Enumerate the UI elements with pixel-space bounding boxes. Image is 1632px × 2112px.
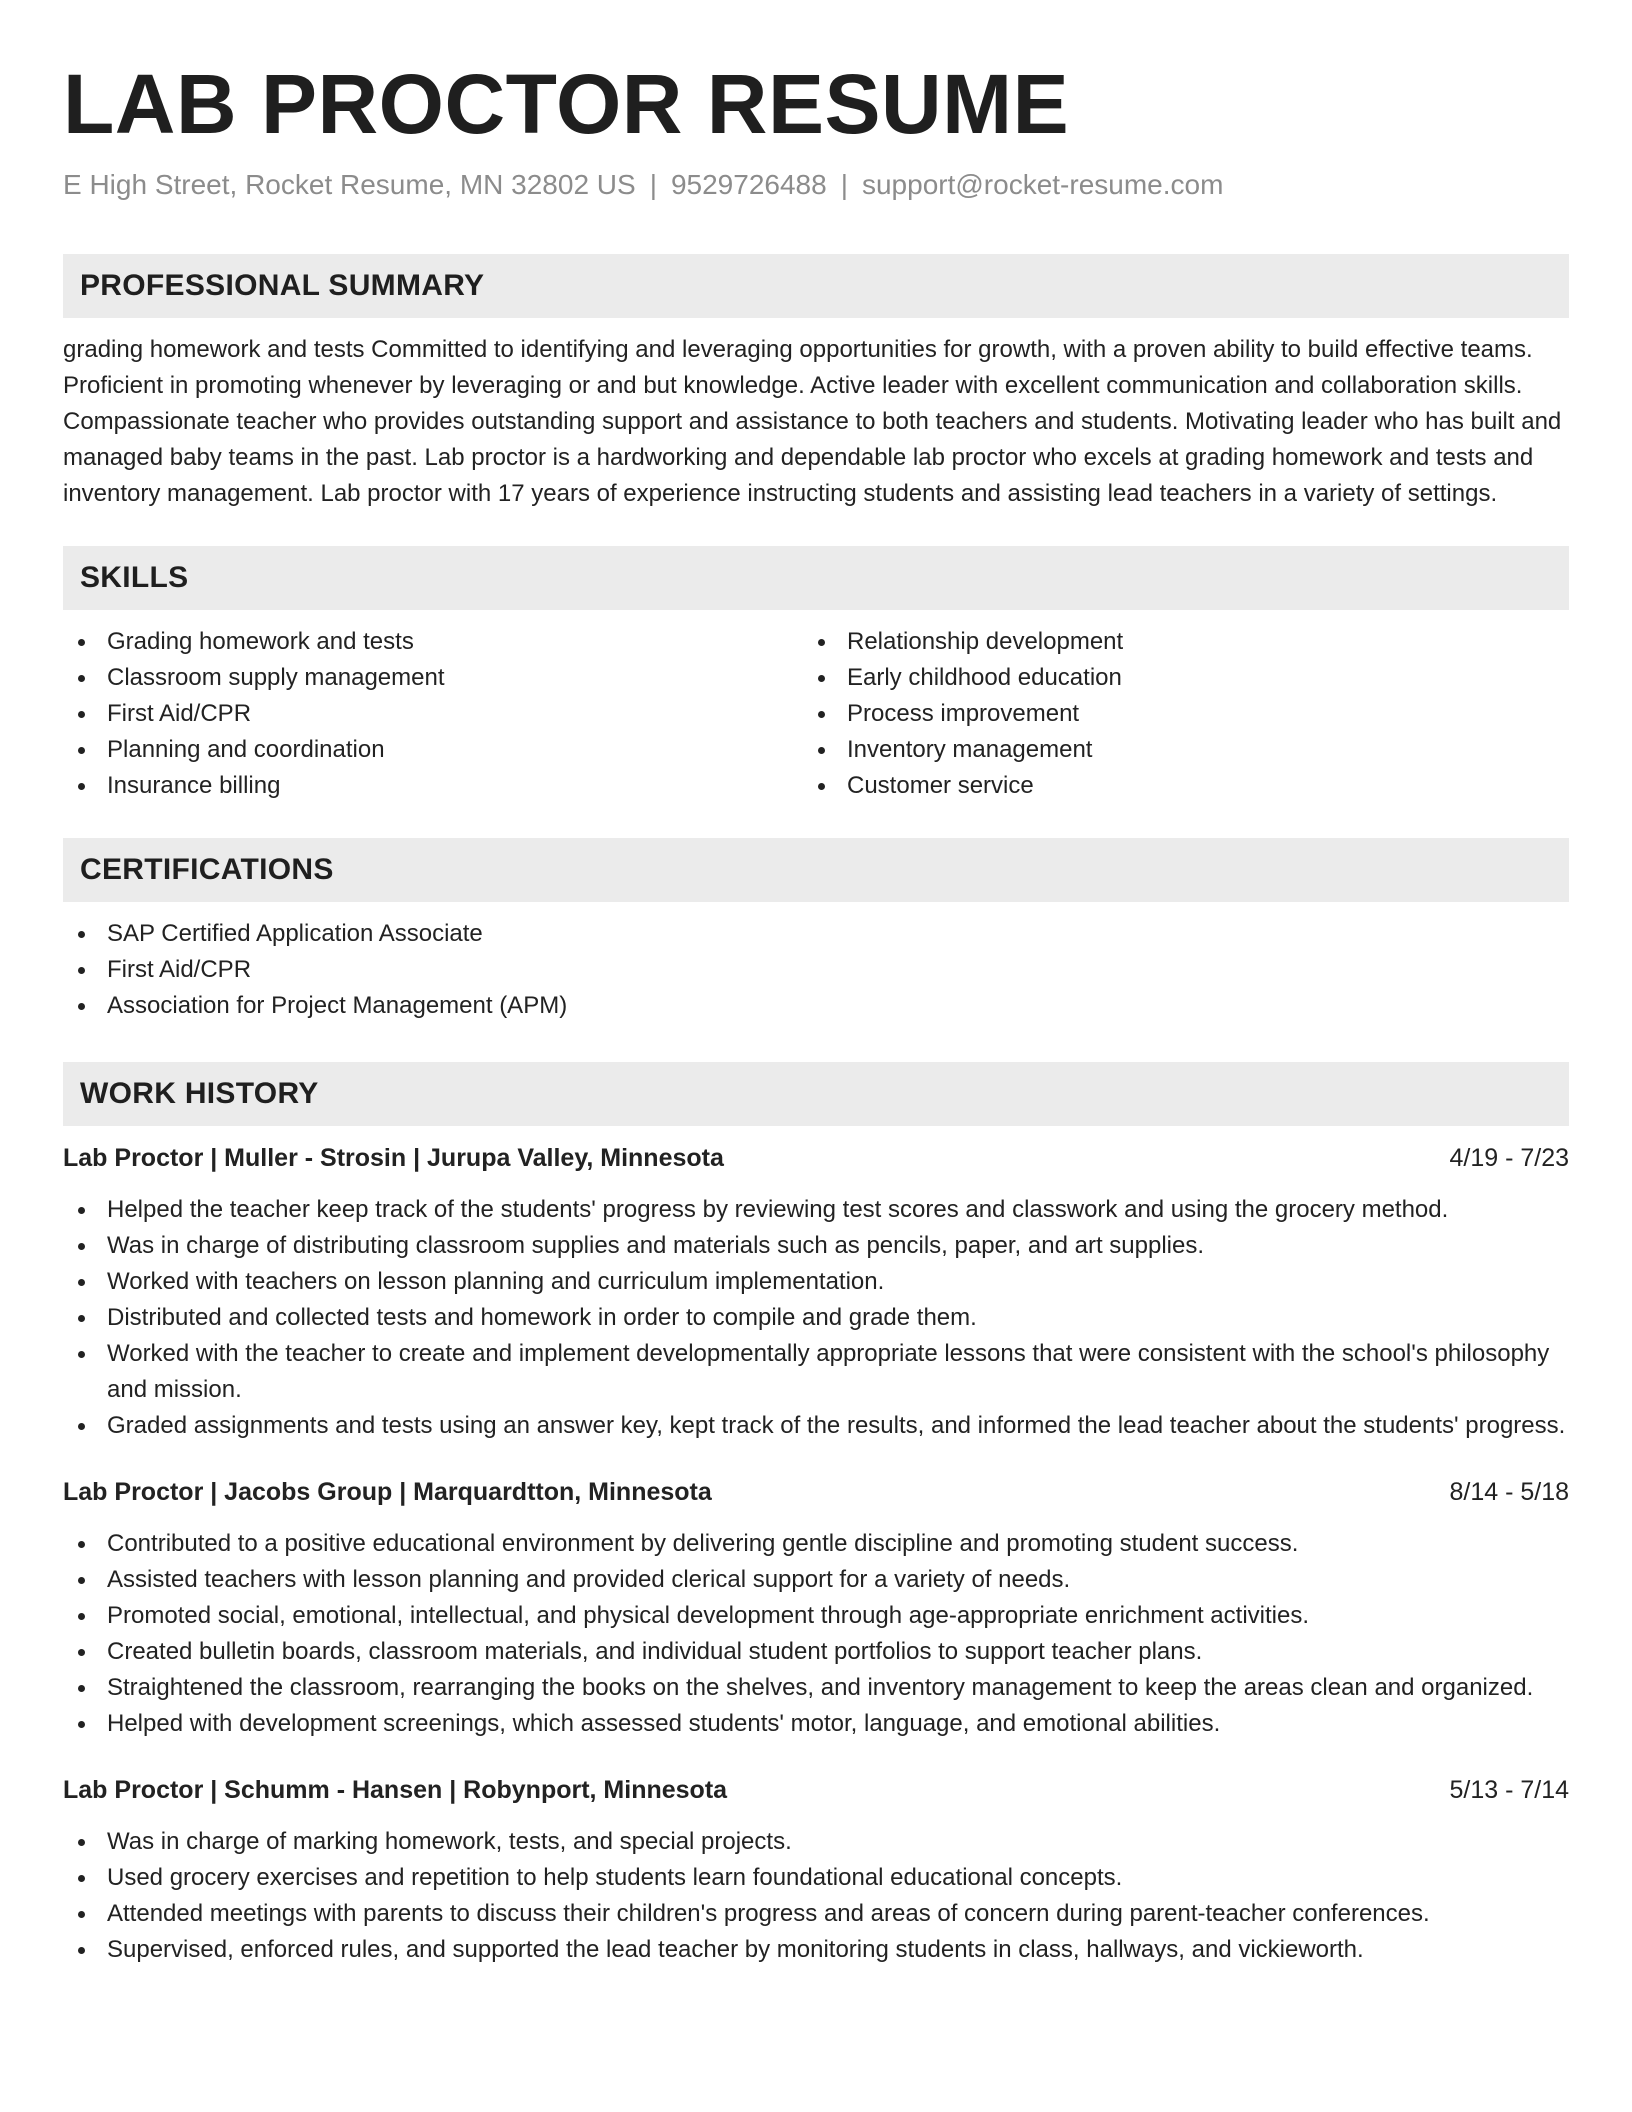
list-item [63, 1408, 1569, 1444]
bullet-dot-icon [78, 711, 85, 718]
summary-text: grading homework and tests Committed to identifying and leveraging opportunities for growth, with a proven ability to build effective teams. Proficient in promoting whenever by leveraging or and but knowledge. Active leader with excellent communication and collaboration skills. Compassionate teacher who provides outstanding support and assistance to both teachers and students. Motivating leader who has built and managed baby teams in the past. Lab proctor is a hardworking and dependable lab proctor who excels at grading homework and tests and inventory management. Lab proctor with 17 years of experience instructing students and assisting lead teachers in a variety of settings. [63, 336, 1562, 507]
job-entry [63, 1772, 1569, 1968]
list-item [803, 696, 1543, 732]
bullet-dot-icon [78, 1351, 85, 1358]
list-item [63, 1336, 1569, 1408]
list-item-text: Inventory management [847, 736, 1093, 763]
bullet-dot-icon [78, 931, 85, 938]
list-item [63, 1860, 1569, 1896]
list-item [63, 1706, 1569, 1742]
bullet-dot-icon [78, 1577, 85, 1584]
bullet-dot-icon [78, 1541, 85, 1548]
bullet-dot-icon [78, 1243, 85, 1250]
list-item-text: Was in charge of marking homework, tests, and special projects. [107, 1828, 792, 1855]
bullet-dot-icon [78, 1423, 85, 1430]
list-item [63, 660, 803, 696]
list-item [63, 1932, 1569, 1968]
bullet-dot-icon [78, 783, 85, 790]
certifications-section [63, 838, 1569, 1024]
job-bullets [63, 1526, 1569, 1742]
list-item [63, 1598, 1569, 1634]
contact-address: E High Street, Rocket Resume, MN 32802 US [63, 169, 636, 200]
list-item [63, 1670, 1569, 1706]
bullet-dot-icon [78, 1875, 85, 1882]
list-item-text: Planning and coordination [107, 736, 385, 763]
contact-phone: 9529726488 [670, 169, 827, 200]
job-dates: 4/19 - 7/23 [1449, 1144, 1569, 1172]
bullet-dot-icon [78, 1721, 85, 1728]
job-title: Lab Proctor | Schumm - Hansen | Robynport, Minnesota [63, 1776, 728, 1804]
list-item-text: Supervised, enforced rules, and supported the lead teacher by monitoring students in class, hallways, and vickieworth. [107, 1936, 1364, 1963]
list-item-text: Contributed to a positive educational environment by delivering gentle discipline and promoting student success. [107, 1530, 1299, 1557]
list-item [803, 660, 1543, 696]
job-dates: 5/13 - 7/14 [1449, 1776, 1569, 1804]
bullet-dot-icon [78, 1003, 85, 1010]
list-item-text: Early childhood education [847, 664, 1122, 691]
bullet-dot-icon [818, 747, 825, 754]
contact-separator: | [649, 169, 657, 200]
skills-grid [63, 624, 1569, 804]
bullet-dot-icon [78, 1315, 85, 1322]
list-item [63, 1896, 1569, 1932]
job-header [63, 1140, 1569, 1176]
list-item-text: Helped with development screenings, which assessed students' motor, language, and emotional abilities. [107, 1710, 1221, 1737]
bullet-dot-icon [78, 1613, 85, 1620]
bullet-dot-icon [78, 1839, 85, 1846]
bullet-dot-icon [818, 675, 825, 682]
list-item-text: Created bulletin boards, classroom materials, and individual student portfolios to support teacher plans. [107, 1638, 1203, 1665]
list-item-text: Helped the teacher keep track of the students' progress by reviewing test scores and classwork and using the grocery method. [107, 1196, 1449, 1223]
list-item-text: Promoted social, emotional, intellectual, and physical development through age-appropriate enrichment activities. [107, 1602, 1310, 1629]
list-item [63, 1300, 1569, 1336]
bullet-dot-icon [78, 1279, 85, 1286]
job-header [63, 1474, 1569, 1510]
list-item [63, 1634, 1569, 1670]
skills-list-right [803, 624, 1543, 804]
bullet-dot-icon [78, 1685, 85, 1692]
list-item-text: Straightened the classroom, rearranging the books on the shelves, and inventory management to keep the areas clean and organized. [107, 1674, 1534, 1701]
bullet-dot-icon [78, 1649, 85, 1656]
summary-section [63, 254, 1569, 512]
jobs-container [63, 1140, 1569, 1968]
contact-separator: | [840, 169, 848, 200]
skills-column-left [63, 624, 803, 804]
list-item [63, 696, 803, 732]
list-item-text: SAP Certified Application Associate [107, 920, 483, 947]
list-item [803, 624, 1543, 660]
list-item [63, 732, 803, 768]
list-item-text: Attended meetings with parents to discuss their children's progress and areas of concern during parent-teacher conferences. [107, 1900, 1430, 1927]
list-item-text: Relationship development [847, 628, 1124, 655]
list-item-text: Was in charge of distributing classroom supplies and materials such as pencils, paper, and art supplies. [107, 1232, 1205, 1259]
certifications-list [63, 916, 1569, 1024]
list-item-text: Used grocery exercises and repetition to help students learn foundational educational concepts. [107, 1864, 1123, 1891]
job-title: Lab Proctor | Jacobs Group | Marquardtton, Minnesota [63, 1478, 712, 1506]
list-item [63, 768, 803, 804]
skills-heading: SKILLS [63, 546, 1569, 610]
summary-heading: PROFESSIONAL SUMMARY [63, 254, 1569, 318]
bullet-dot-icon [78, 967, 85, 974]
bullet-dot-icon [78, 675, 85, 682]
list-item [63, 1824, 1569, 1860]
list-item-text: Worked with teachers on lesson planning and curriculum implementation. [107, 1268, 885, 1295]
bullet-dot-icon [78, 747, 85, 754]
certifications-heading: CERTIFICATIONS [63, 838, 1569, 902]
work-history-heading: WORK HISTORY [63, 1062, 1569, 1126]
job-bullets [63, 1192, 1569, 1444]
list-item-text: Insurance billing [107, 772, 281, 799]
bullet-dot-icon [818, 639, 825, 646]
skills-column-right [803, 624, 1543, 804]
list-item-text: First Aid/CPR [107, 956, 252, 983]
list-item-text: Worked with the teacher to create and implement developmentally appropriate lessons that were consistent with the school's philosophy and mission. [107, 1340, 1550, 1403]
list-item-text: Graded assignments and tests using an answer key, kept track of the results, and informed the lead teacher about the students' progress. [107, 1412, 1566, 1439]
list-item [63, 988, 1569, 1024]
list-item-text: Association for Project Management (APM) [107, 992, 568, 1019]
list-item [803, 768, 1543, 804]
list-item [63, 952, 1569, 988]
bullet-dot-icon [818, 783, 825, 790]
list-item-text: Classroom supply management [107, 664, 445, 691]
list-item-text: First Aid/CPR [107, 700, 252, 727]
list-item-text: Assisted teachers with lesson planning and provided clerical support for a variety of needs. [107, 1566, 1071, 1593]
list-item [803, 732, 1543, 768]
job-title: Lab Proctor | Muller - Strosin | Jurupa Valley, Minnesota [63, 1144, 724, 1172]
job-entry [63, 1140, 1569, 1444]
contact-line [63, 168, 1569, 202]
resume-title: LAB PROCTOR RESUME [63, 57, 1070, 151]
job-bullets [63, 1824, 1569, 1968]
job-entry [63, 1474, 1569, 1742]
list-item-text: Customer service [847, 772, 1034, 799]
list-item-text: Process improvement [847, 700, 1080, 727]
bullet-dot-icon [78, 1207, 85, 1214]
bullet-dot-icon [78, 639, 85, 646]
contact-email: support@rocket-resume.com [861, 169, 1224, 200]
list-item [63, 916, 1569, 952]
job-dates: 8/14 - 5/18 [1449, 1478, 1569, 1506]
list-item [63, 624, 803, 660]
list-item [63, 1264, 1569, 1300]
list-item [63, 1228, 1569, 1264]
skills-section [63, 546, 1569, 804]
work-history-section [63, 1062, 1569, 1968]
job-header [63, 1772, 1569, 1808]
bullet-dot-icon [818, 711, 825, 718]
bullet-dot-icon [78, 1911, 85, 1918]
list-item [63, 1192, 1569, 1228]
list-item-text: Grading homework and tests [107, 628, 414, 655]
list-item [63, 1526, 1569, 1562]
bullet-dot-icon [78, 1947, 85, 1954]
skills-list-left [63, 624, 803, 804]
list-item-text: Distributed and collected tests and homework in order to compile and grade them. [107, 1304, 977, 1331]
list-item [63, 1562, 1569, 1598]
